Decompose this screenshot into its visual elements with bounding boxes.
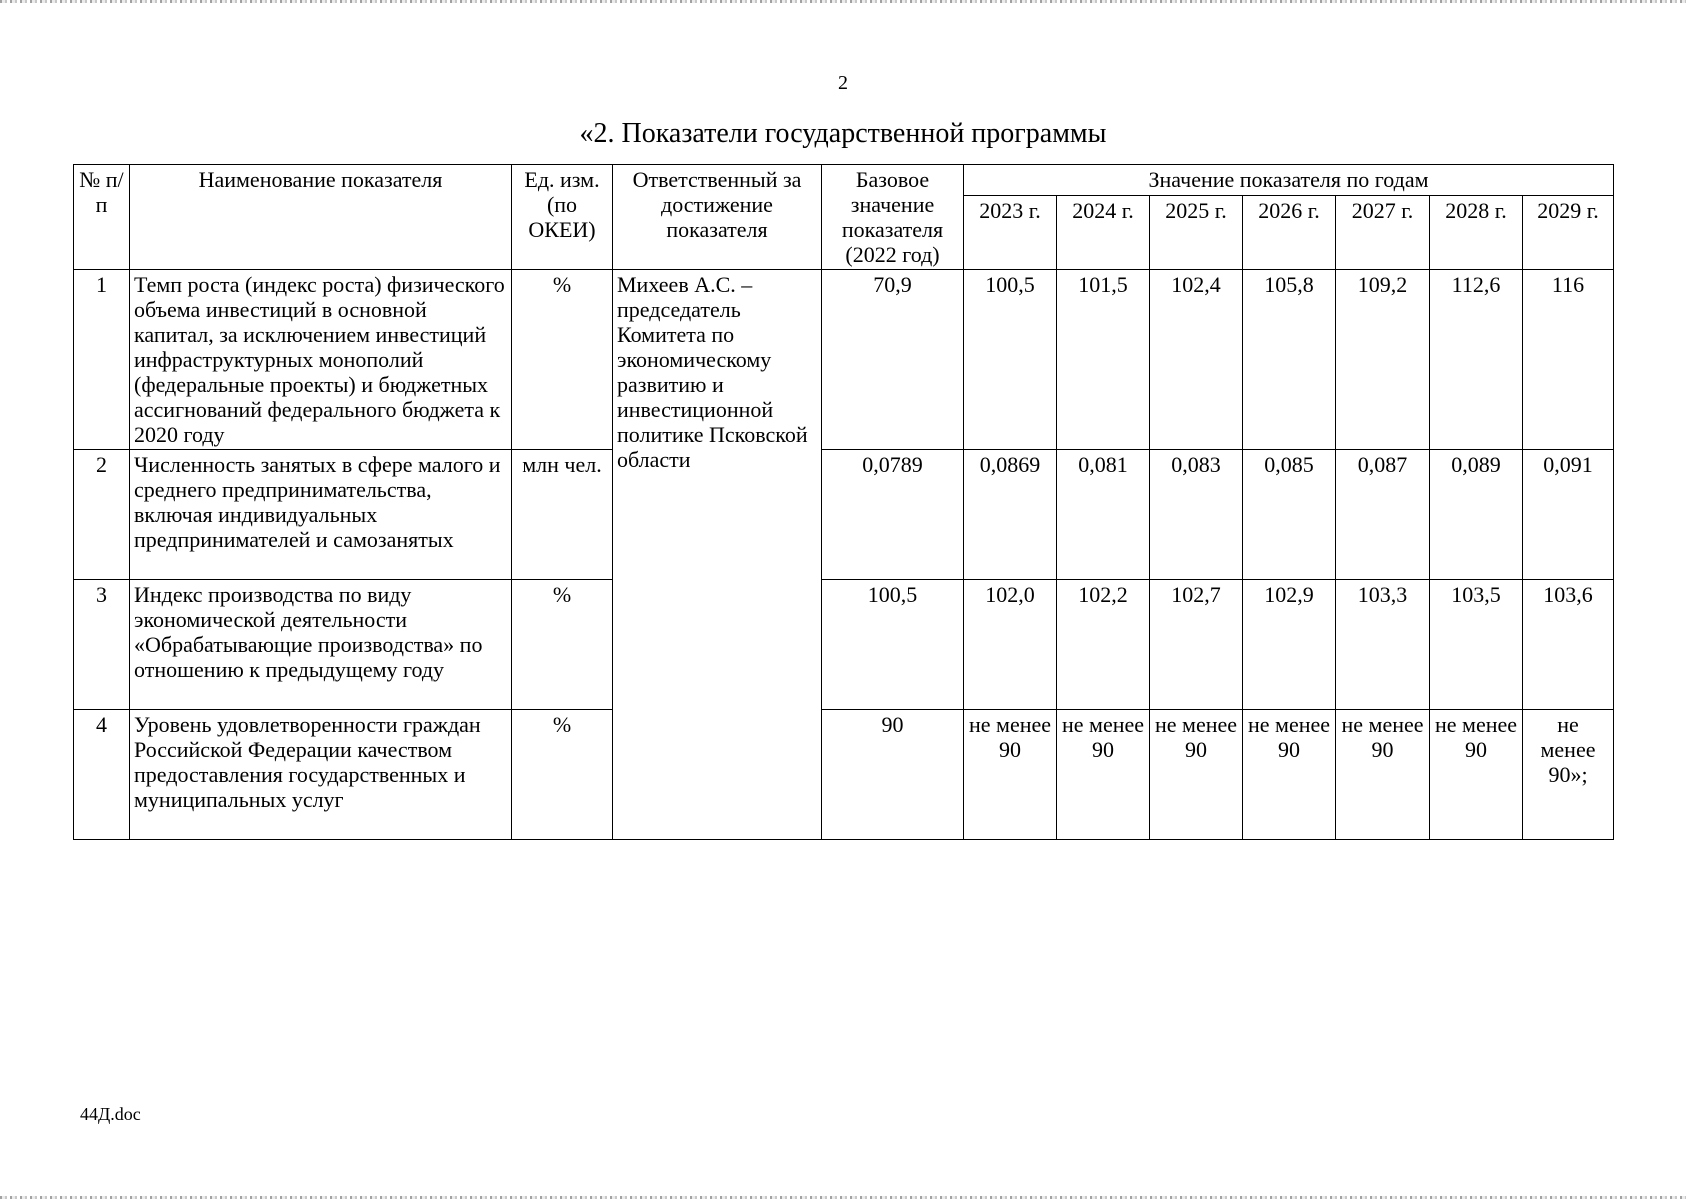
- header-year: 2027 г.: [1336, 196, 1430, 270]
- year-value: 102,0: [964, 580, 1057, 710]
- header-row: [74, 165, 1614, 196]
- header-year: 2028 г.: [1430, 196, 1523, 270]
- table-row: [74, 450, 1614, 580]
- year-value: 103,3: [1336, 580, 1430, 710]
- footer-file-name: 44Д.doc: [80, 1104, 141, 1124]
- page-number: 2: [838, 72, 848, 94]
- year-value: не менее 90: [1150, 710, 1243, 840]
- header-year: 2024 г.: [1057, 196, 1150, 270]
- year-value: 0,0869: [964, 450, 1057, 580]
- base-value: 100,5: [822, 580, 964, 710]
- year-value: не менее 90»;: [1523, 710, 1614, 840]
- year-value: 0,089: [1430, 450, 1523, 580]
- indicator-name: Индекс производства по виду экономической деятельности «Обрабатывающие производства» по отношению к предыдущему году: [130, 580, 512, 710]
- indicator-unit: %: [512, 270, 613, 450]
- year-value: 102,7: [1150, 580, 1243, 710]
- year-value: 102,4: [1150, 270, 1243, 450]
- year-value: 0,087: [1336, 450, 1430, 580]
- year-value: 100,5: [964, 270, 1057, 450]
- year-value: 102,9: [1243, 580, 1336, 710]
- year-value: 109,2: [1336, 270, 1430, 450]
- year-value: 101,5: [1057, 270, 1150, 450]
- year-value: 102,2: [1057, 580, 1150, 710]
- header-responsible: Ответственный за достижение показателя: [613, 165, 822, 270]
- year-value: не менее 90: [1336, 710, 1430, 840]
- row-number: 2: [74, 450, 130, 580]
- header-unit: Ед. изм. (по ОКЕИ): [512, 165, 613, 270]
- indicator-unit: млн чел.: [512, 450, 613, 580]
- header-year: 2025 г.: [1150, 196, 1243, 270]
- responsible-person: Михеев А.С. – председатель Комитета по экономическому развитию и инвестиционной политике Псковской области: [613, 270, 822, 840]
- scan-edge-bottom: [0, 1196, 1686, 1199]
- base-value: 0,0789: [822, 450, 964, 580]
- year-value: 103,6: [1523, 580, 1614, 710]
- row-number: 1: [74, 270, 130, 450]
- indicators-table: [73, 164, 1614, 840]
- base-value: 70,9: [822, 270, 964, 450]
- year-value: 116: [1523, 270, 1614, 450]
- indicator-name: Численность занятых в сфере малого и среднего предпринимательства, включая индивидуальных предпринимателей и самозанятых: [130, 450, 512, 580]
- row-number: 3: [74, 580, 130, 710]
- year-value: 0,081: [1057, 450, 1150, 580]
- table-row: [74, 270, 1614, 450]
- year-value: не менее 90: [1057, 710, 1150, 840]
- indicator-name: Уровень удовлетворенности граждан Российской Федерации качеством предоставления государственных и муниципальных услуг: [130, 710, 512, 840]
- year-value: 103,5: [1430, 580, 1523, 710]
- header-year: 2023 г.: [964, 196, 1057, 270]
- header-year: 2029 г.: [1523, 196, 1614, 270]
- indicator-unit: %: [512, 710, 613, 840]
- header-years-group: Значение показателя по годам: [964, 165, 1614, 196]
- header-num: № п/п: [74, 165, 130, 270]
- year-value: 105,8: [1243, 270, 1336, 450]
- header-name: Наименование показателя: [130, 165, 512, 270]
- header-base: Базовое значение показателя (2022 год): [822, 165, 964, 270]
- scan-edge-top: [0, 0, 1686, 3]
- year-value: 0,091: [1523, 450, 1614, 580]
- year-value: 112,6: [1430, 270, 1523, 450]
- base-value: 90: [822, 710, 964, 840]
- table-row: [74, 710, 1614, 840]
- year-value: не менее 90: [964, 710, 1057, 840]
- indicator-name: Темп роста (индекс роста) физического объема инвестиций в основной капитал, за исключением инвестиций инфраструктурных монополий (федеральные проекты) и бюджетных ассигнований федерального бюджета к 2020 году: [130, 270, 512, 450]
- year-value: не менее 90: [1243, 710, 1336, 840]
- header-year: 2026 г.: [1243, 196, 1336, 270]
- year-value: не менее 90: [1430, 710, 1523, 840]
- row-number: 4: [74, 710, 130, 840]
- year-value: 0,085: [1243, 450, 1336, 580]
- year-value: 0,083: [1150, 450, 1243, 580]
- table-row: [74, 580, 1614, 710]
- document-title: «2. Показатели государственной программы: [579, 118, 1107, 149]
- indicator-unit: %: [512, 580, 613, 710]
